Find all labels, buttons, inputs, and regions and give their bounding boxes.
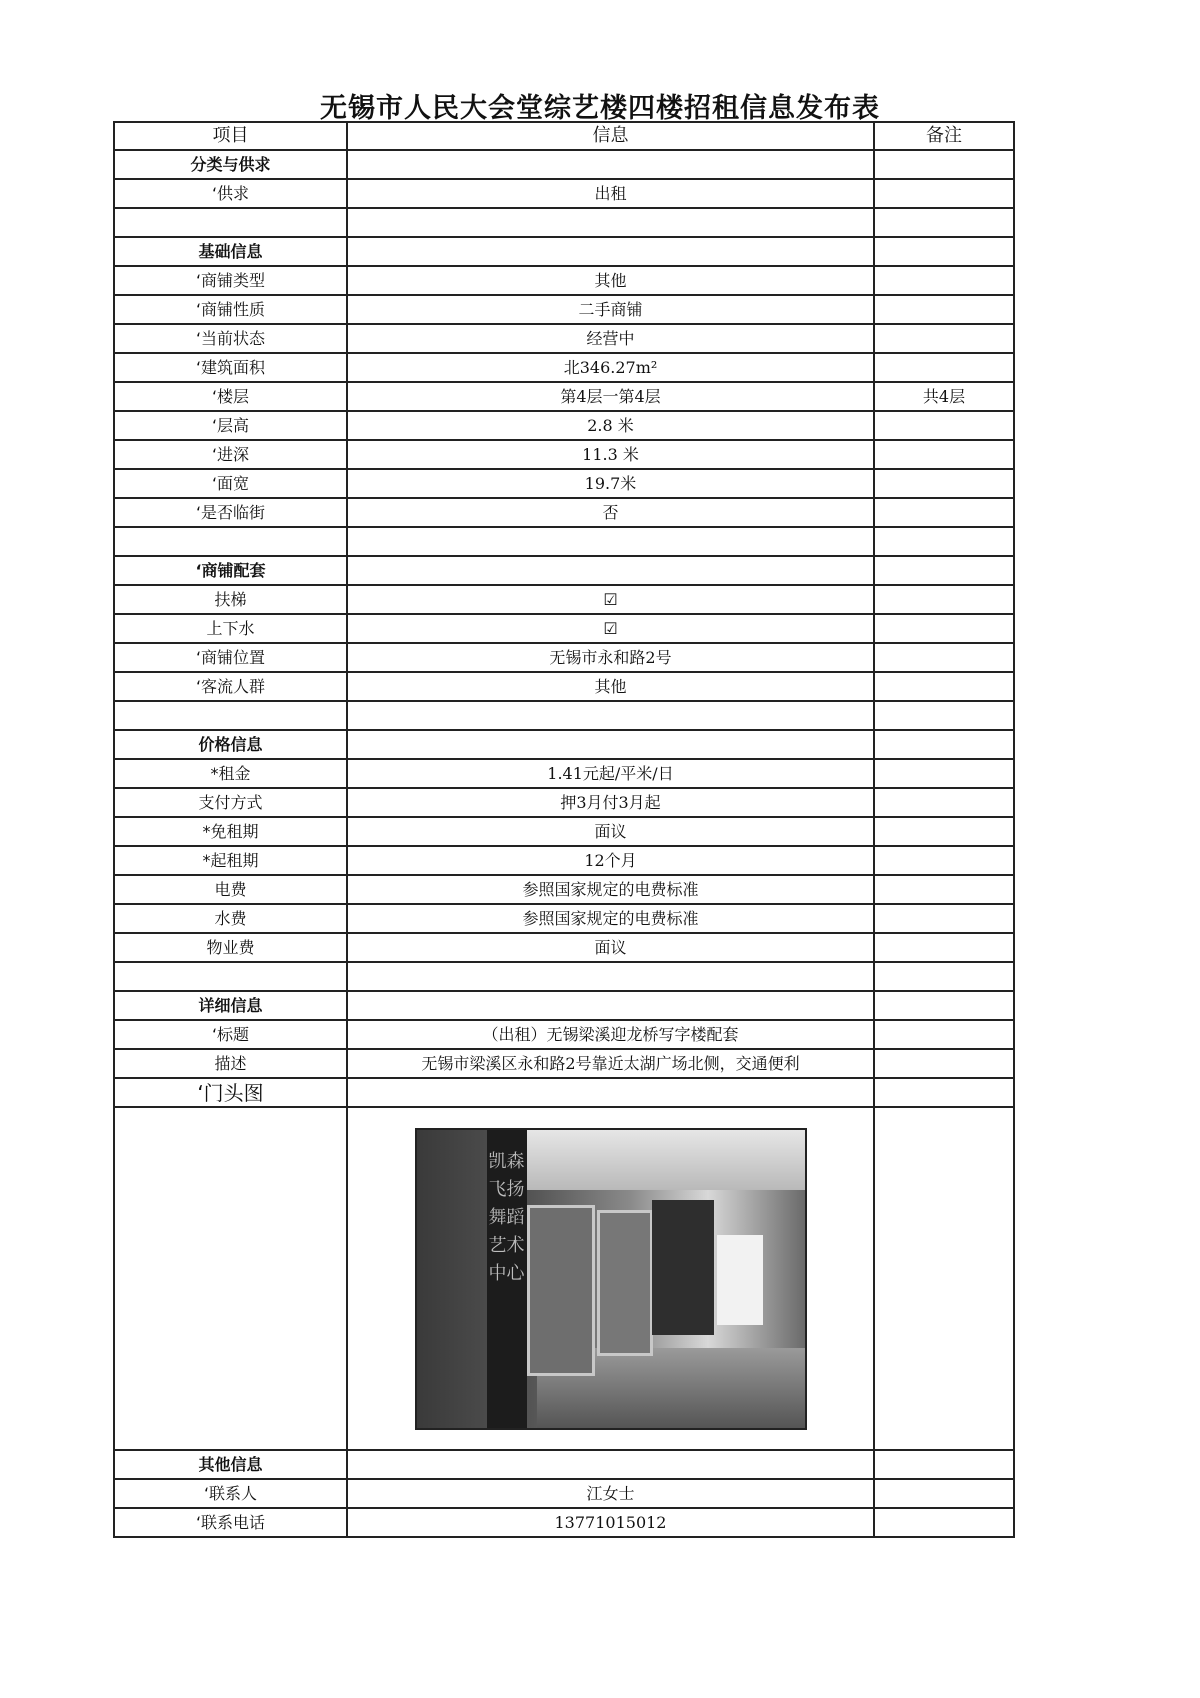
table-row <box>114 788 1014 817</box>
table-row <box>114 904 1014 933</box>
note-cell <box>874 643 1014 672</box>
info-cell <box>347 1450 874 1479</box>
note-cell: 共4层 <box>874 382 1014 411</box>
photo-door-secondary <box>597 1210 653 1356</box>
item-cell <box>114 208 347 237</box>
note-cell <box>874 962 1014 991</box>
photo-ceiling <box>527 1130 805 1190</box>
info-cell: 1.41元起/平米/日 <box>347 759 874 788</box>
note-cell <box>874 295 1014 324</box>
note-cell <box>874 1479 1014 1508</box>
photo-sign-pillar: 凯森飞扬舞蹈艺术中心 <box>487 1130 527 1428</box>
page-title: 无锡市人民大会堂综艺楼四楼招租信息发布表 <box>320 93 880 124</box>
info-cell: 12个月 <box>347 846 874 875</box>
info-cell: 押3月付3月起 <box>347 788 874 817</box>
photo-notice-board <box>652 1200 714 1335</box>
note-cell <box>874 846 1014 875</box>
photo-body <box>114 1107 1014 1450</box>
note-cell <box>874 266 1014 295</box>
info-cell <box>347 556 874 585</box>
note-cell <box>874 759 1014 788</box>
note-cell <box>874 788 1014 817</box>
info-cell: 面议 <box>347 933 874 962</box>
item-cell: ‘客流人群 <box>114 672 347 701</box>
item-cell: ‘商铺位置 <box>114 643 347 672</box>
table-row <box>114 353 1014 382</box>
table-row <box>114 643 1014 672</box>
table-row <box>114 730 1014 759</box>
item-cell: 电费 <box>114 875 347 904</box>
item-cell: ‘供求 <box>114 179 347 208</box>
note-cell <box>874 1508 1014 1537</box>
table-row <box>114 237 1014 266</box>
table-row <box>114 875 1014 904</box>
item-cell: 基础信息 <box>114 237 347 266</box>
table-row <box>114 759 1014 788</box>
table-row <box>114 672 1014 701</box>
item-cell: ‘是否临街 <box>114 498 347 527</box>
note-cell <box>874 1020 1014 1049</box>
table-row <box>114 411 1014 440</box>
item-cell: *免租期 <box>114 817 347 846</box>
info-cell: 经营中 <box>347 324 874 353</box>
photo-info-cell <box>347 1107 874 1450</box>
info-cell <box>347 701 874 730</box>
table-row <box>114 440 1014 469</box>
note-cell <box>874 179 1014 208</box>
info-cell: 参照国家规定的电费标准 <box>347 904 874 933</box>
table-row <box>114 208 1014 237</box>
info-cell: 出租 <box>347 179 874 208</box>
item-cell: 扶梯 <box>114 585 347 614</box>
info-cell: 参照国家规定的电费标准 <box>347 875 874 904</box>
item-cell: ‘楼层 <box>114 382 347 411</box>
item-cell: 支付方式 <box>114 788 347 817</box>
info-cell <box>347 237 874 266</box>
table-row <box>114 991 1014 1020</box>
info-cell <box>347 150 874 179</box>
table-row <box>114 498 1014 527</box>
table-row <box>114 585 1014 614</box>
item-cell: *租金 <box>114 759 347 788</box>
info-cell: 2.8 米 <box>347 411 874 440</box>
info-cell: 北346.27m² <box>347 353 874 382</box>
info-cell <box>347 730 874 759</box>
note-cell <box>874 614 1014 643</box>
note-cell <box>874 1078 1014 1107</box>
table-row <box>114 324 1014 353</box>
note-cell <box>874 556 1014 585</box>
item-cell: ‘进深 <box>114 440 347 469</box>
table-row <box>114 1479 1014 1508</box>
table-row <box>114 382 1014 411</box>
info-cell: 13771015012 <box>347 1508 874 1537</box>
info-cell: 19.7米 <box>347 469 874 498</box>
item-cell: ‘建筑面积 <box>114 353 347 382</box>
item-cell: ‘商铺配套 <box>114 556 347 585</box>
table-row <box>114 817 1014 846</box>
note-cell <box>874 208 1014 237</box>
info-cell: 其他 <box>347 672 874 701</box>
note-cell <box>874 440 1014 469</box>
note-cell <box>874 1450 1014 1479</box>
item-cell: 分类与供求 <box>114 150 347 179</box>
table-row <box>114 469 1014 498</box>
table-row <box>114 150 1014 179</box>
info-cell: 面议 <box>347 817 874 846</box>
table-row <box>114 179 1014 208</box>
photo-note-cell <box>874 1107 1014 1450</box>
info-cell: 其他 <box>347 266 874 295</box>
note-cell <box>874 1049 1014 1078</box>
storefront-photo <box>415 1128 807 1430</box>
info-cell: ☑ <box>347 614 874 643</box>
note-cell <box>874 933 1014 962</box>
header-info: 信息 <box>347 122 874 150</box>
note-cell <box>874 498 1014 527</box>
item-cell: ‘门头图 <box>114 1078 347 1107</box>
photo-item-cell <box>114 1107 347 1450</box>
note-cell <box>874 672 1014 701</box>
item-cell: 水费 <box>114 904 347 933</box>
photo-door <box>527 1205 595 1376</box>
info-cell: 无锡市梁溪区永和路2号靠近太湖广场北侧，交通便利 <box>347 1049 874 1078</box>
info-cell: 第4层一第4层 <box>347 382 874 411</box>
item-cell <box>114 962 347 991</box>
info-cell: 11.3 米 <box>347 440 874 469</box>
info-cell <box>347 1078 874 1107</box>
table-row <box>114 266 1014 295</box>
item-cell: 上下水 <box>114 614 347 643</box>
item-cell: ‘当前状态 <box>114 324 347 353</box>
info-cell <box>347 962 874 991</box>
photo-corridor-light <box>717 1235 763 1325</box>
table-row <box>114 527 1014 556</box>
note-cell <box>874 324 1014 353</box>
table-row <box>114 614 1014 643</box>
item-cell: 价格信息 <box>114 730 347 759</box>
item-cell: ‘面宽 <box>114 469 347 498</box>
item-cell <box>114 701 347 730</box>
table-row <box>114 701 1014 730</box>
note-cell <box>874 527 1014 556</box>
note-cell <box>874 875 1014 904</box>
item-cell: ‘联系人 <box>114 1479 347 1508</box>
note-cell <box>874 411 1014 440</box>
item-cell: 其他信息 <box>114 1450 347 1479</box>
info-cell: ☑ <box>347 585 874 614</box>
note-cell <box>874 353 1014 382</box>
note-cell <box>874 150 1014 179</box>
item-cell: ‘商铺性质 <box>114 295 347 324</box>
note-cell <box>874 237 1014 266</box>
info-cell: 二手商铺 <box>347 295 874 324</box>
table-body <box>114 150 1014 1107</box>
item-cell: *起租期 <box>114 846 347 875</box>
tail-body <box>114 1450 1014 1537</box>
item-cell: ‘联系电话 <box>114 1508 347 1537</box>
info-cell: 否 <box>347 498 874 527</box>
note-cell <box>874 991 1014 1020</box>
table-row <box>114 295 1014 324</box>
item-cell: 详细信息 <box>114 991 347 1020</box>
storefront-photo-row <box>114 1107 1014 1450</box>
table-row <box>114 962 1014 991</box>
table-row <box>114 1049 1014 1078</box>
table-row <box>114 556 1014 585</box>
note-cell <box>874 701 1014 730</box>
table-row <box>114 1508 1014 1537</box>
item-cell: 描述 <box>114 1049 347 1078</box>
note-cell <box>874 469 1014 498</box>
header-row <box>114 122 1014 150</box>
table-row <box>114 933 1014 962</box>
item-cell <box>114 527 347 556</box>
note-cell <box>874 904 1014 933</box>
note-cell <box>874 585 1014 614</box>
table-row <box>114 1020 1014 1049</box>
item-cell: 物业费 <box>114 933 347 962</box>
info-cell <box>347 208 874 237</box>
header-note: 备注 <box>874 122 1014 150</box>
note-cell <box>874 730 1014 759</box>
table-row <box>114 1078 1014 1107</box>
info-cell: 江女士 <box>347 1479 874 1508</box>
header-item: 项目 <box>114 122 347 150</box>
rental-info-table <box>113 121 1015 1538</box>
info-cell <box>347 991 874 1020</box>
item-cell: ‘层高 <box>114 411 347 440</box>
item-cell: ‘标题 <box>114 1020 347 1049</box>
info-cell: （出租）无锡梁溪迎龙桥写字楼配套 <box>347 1020 874 1049</box>
info-cell <box>347 527 874 556</box>
note-cell <box>874 817 1014 846</box>
table-row <box>114 1450 1014 1479</box>
info-cell: 无锡市永和路2号 <box>347 643 874 672</box>
table-row <box>114 846 1014 875</box>
item-cell: ‘商铺类型 <box>114 266 347 295</box>
